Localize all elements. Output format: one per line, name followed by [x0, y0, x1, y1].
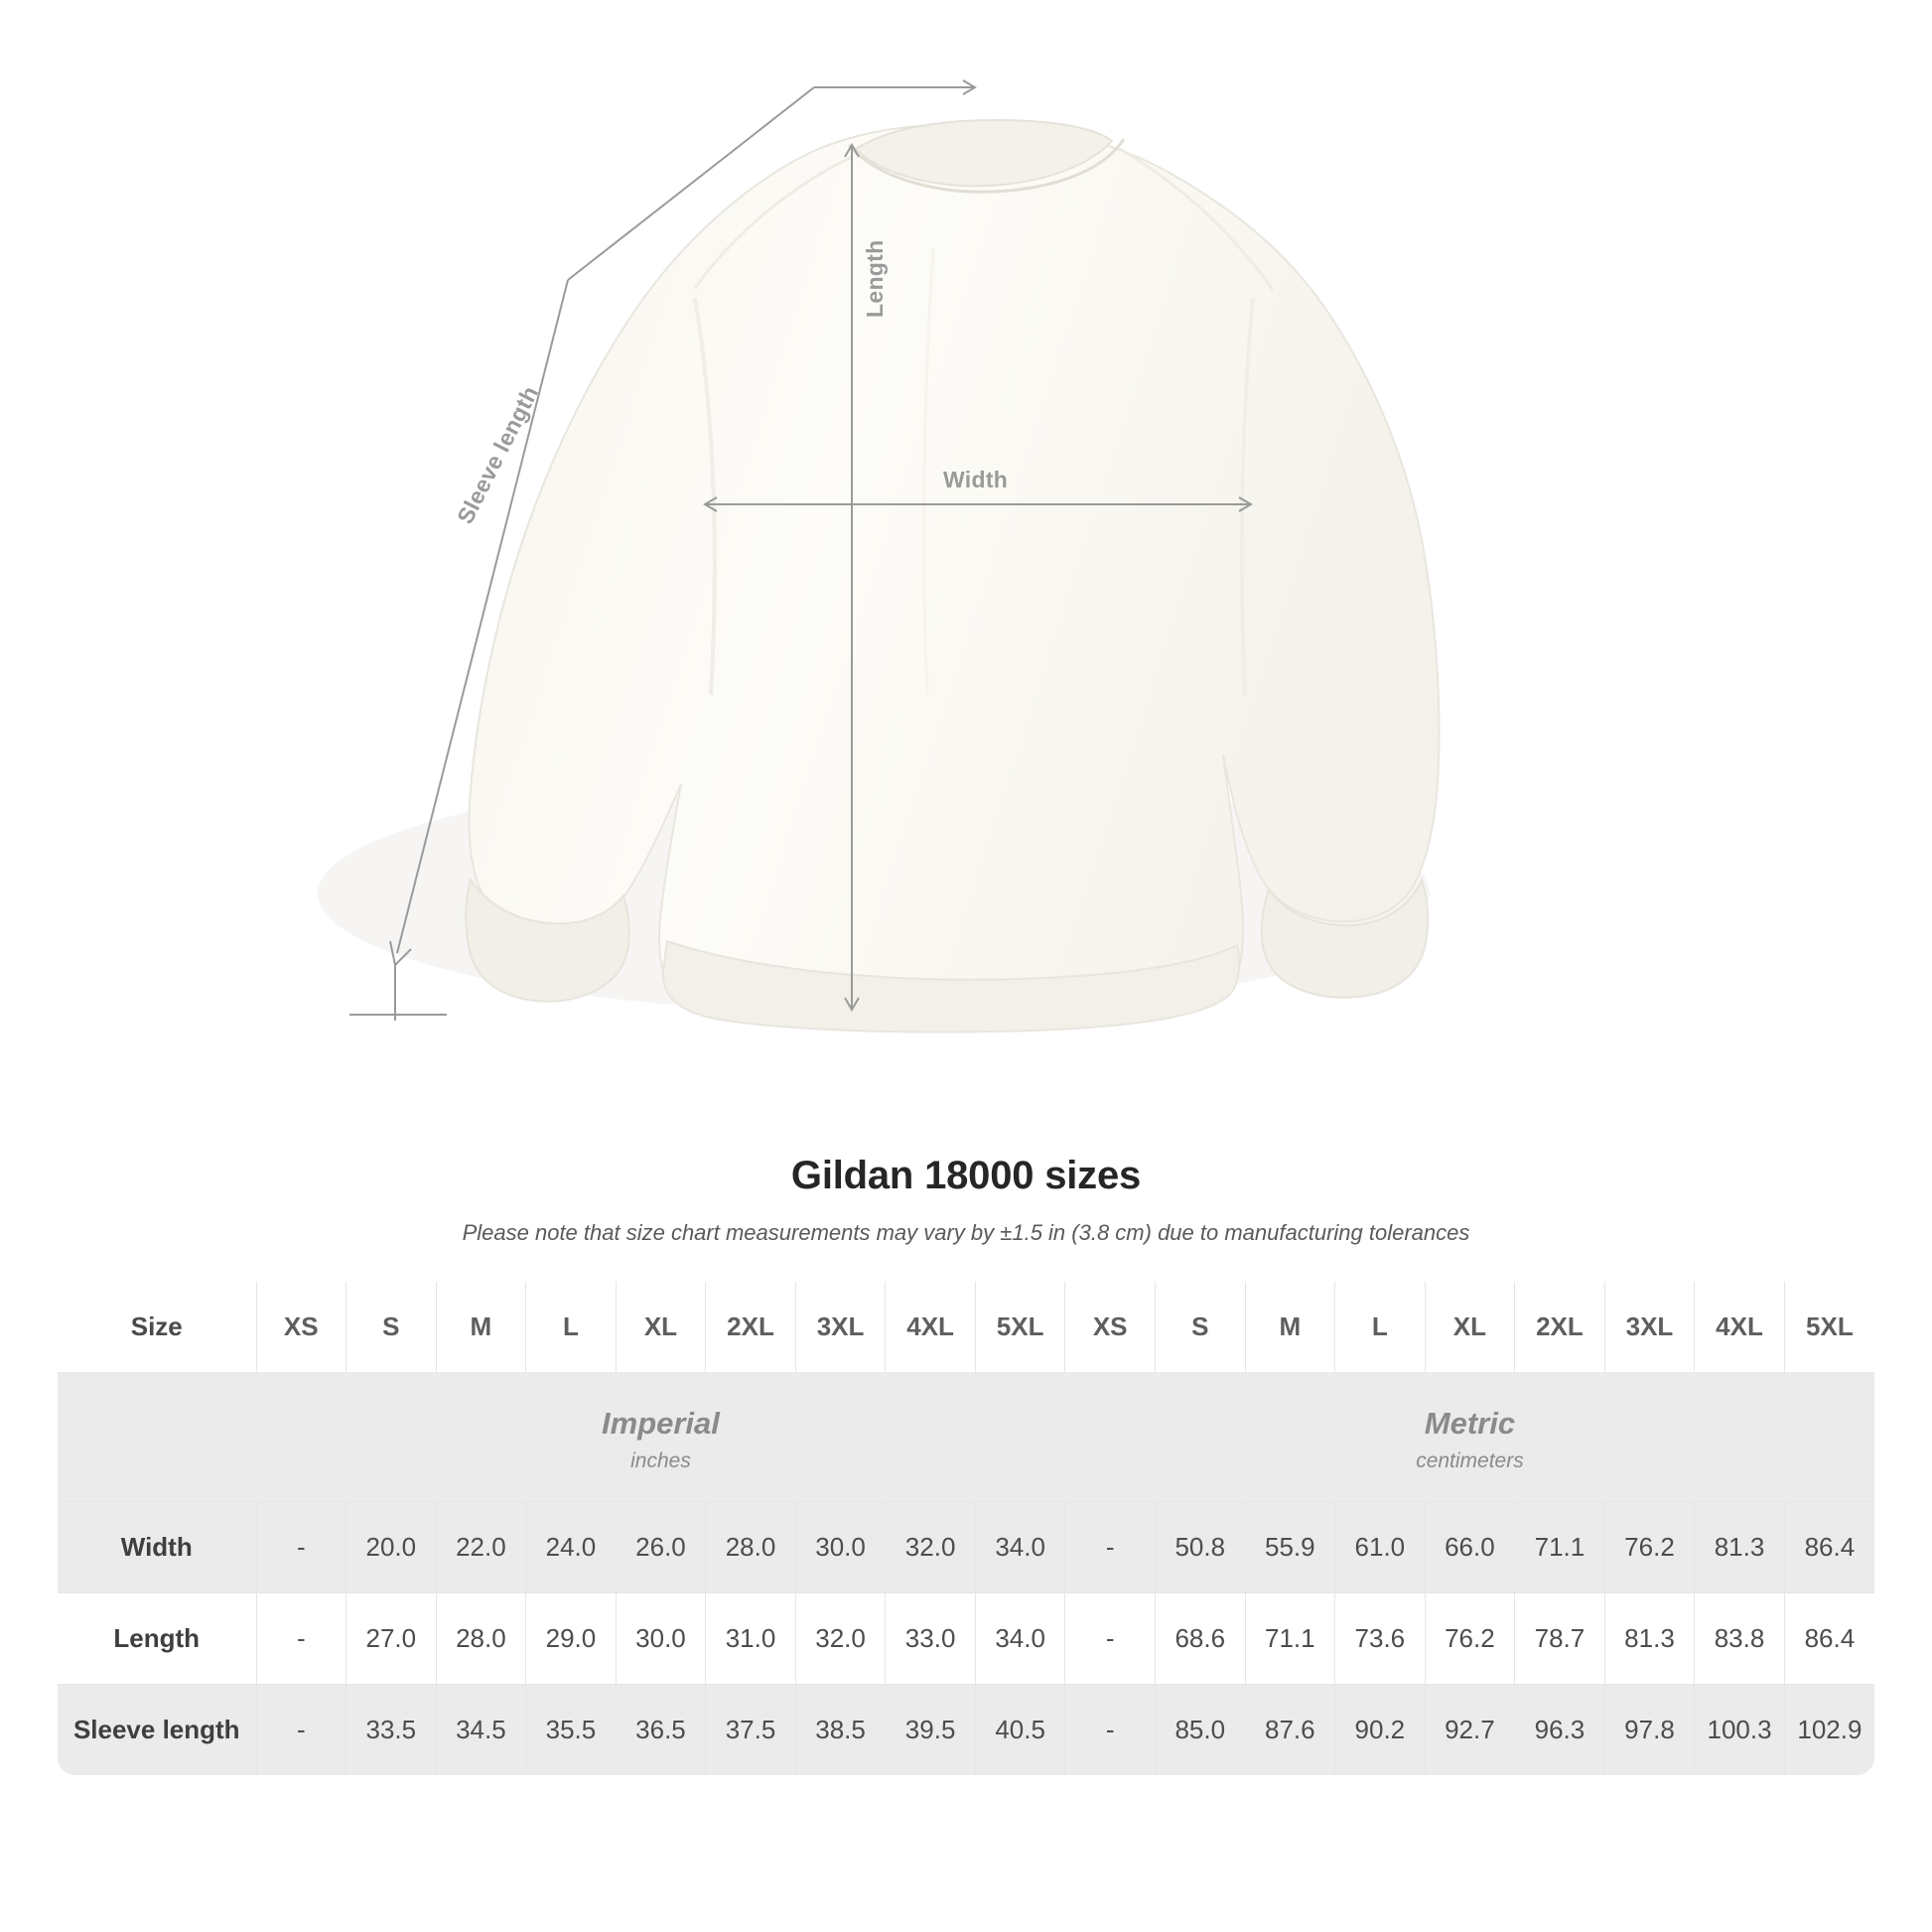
column-header-size-11: M: [1245, 1282, 1335, 1372]
column-header-size-8: 5XL: [975, 1282, 1065, 1372]
size-table-container: [58, 1282, 1874, 1775]
column-header-size-3: L: [526, 1282, 617, 1372]
cell-sleeve-2: 34.5: [436, 1685, 526, 1776]
page-title: Gildan 18000 sizes: [790, 1154, 1142, 1197]
cell-sleeve-17: 102.9: [1784, 1685, 1874, 1776]
column-header-size-5: 2XL: [706, 1282, 796, 1372]
unit-sub-metric: centimeters: [1416, 1449, 1524, 1472]
cell-sleeve-14: 96.3: [1515, 1685, 1605, 1776]
cell-sleeve-10: 85.0: [1155, 1685, 1245, 1776]
cell-width-6: 30.0: [795, 1502, 886, 1593]
cell-width-3: 24.0: [526, 1502, 617, 1593]
cell-width-17: 86.4: [1784, 1502, 1874, 1593]
column-header-size-10: S: [1155, 1282, 1245, 1372]
cell-length-3: 29.0: [526, 1593, 617, 1685]
unit-header-imperial: [256, 1372, 1065, 1502]
cell-length-14: 78.7: [1515, 1593, 1605, 1685]
unit-name-metric: Metric: [1424, 1406, 1516, 1441]
column-header-size-6: 3XL: [795, 1282, 886, 1372]
column-header-size-2: M: [436, 1282, 526, 1372]
cell-sleeve-3: 35.5: [526, 1685, 617, 1776]
cell-length-16: 83.8: [1695, 1593, 1785, 1685]
cell-sleeve-1: 33.5: [346, 1685, 437, 1776]
cell-length-6: 32.0: [795, 1593, 886, 1685]
length-dimension-label: Length: [862, 239, 888, 318]
cell-sleeve-11: 87.6: [1245, 1685, 1335, 1776]
cell-length-15: 81.3: [1604, 1593, 1695, 1685]
cell-width-13: 66.0: [1425, 1502, 1515, 1593]
cell-sleeve-12: 90.2: [1335, 1685, 1426, 1776]
cell-length-8: 34.0: [975, 1593, 1065, 1685]
cell-sleeve-15: 97.8: [1604, 1685, 1695, 1776]
width-dimension-label: Width: [943, 467, 1009, 492]
size-header-row: [58, 1282, 1874, 1372]
cell-sleeve-7: 39.5: [886, 1685, 976, 1776]
cell-width-10: 50.8: [1155, 1502, 1245, 1593]
unit-sub-imperial: inches: [630, 1449, 691, 1472]
cell-length-1: 27.0: [346, 1593, 437, 1685]
column-header-size-9: XS: [1065, 1282, 1156, 1372]
unit-header-spacer: [58, 1372, 256, 1502]
cell-length-9: -: [1065, 1593, 1156, 1685]
cell-width-7: 32.0: [886, 1502, 976, 1593]
cell-length-5: 31.0: [706, 1593, 796, 1685]
cell-sleeve-5: 37.5: [706, 1685, 796, 1776]
cell-width-16: 81.3: [1695, 1502, 1785, 1593]
cell-width-1: 20.0: [346, 1502, 437, 1593]
column-header-size-12: L: [1335, 1282, 1426, 1372]
size-table: [58, 1282, 1874, 1775]
table-row: [58, 1685, 1874, 1776]
column-header-size-1: S: [346, 1282, 437, 1372]
column-header-size-15: 3XL: [1604, 1282, 1695, 1372]
unit-name-imperial: Imperial: [602, 1406, 720, 1441]
cell-sleeve-9: -: [1065, 1685, 1156, 1776]
table-row: [58, 1593, 1874, 1685]
cell-length-10: 68.6: [1155, 1593, 1245, 1685]
cell-width-15: 76.2: [1604, 1502, 1695, 1593]
cell-length-17: 86.4: [1784, 1593, 1874, 1685]
cell-sleeve-16: 100.3: [1695, 1685, 1785, 1776]
unit-header-row: [58, 1372, 1874, 1502]
column-header-size-14: 2XL: [1515, 1282, 1605, 1372]
cell-length-0: -: [256, 1593, 346, 1685]
row-label-length: Length: [58, 1593, 256, 1685]
cell-length-2: 28.0: [436, 1593, 526, 1685]
column-header-size-0: XS: [256, 1282, 346, 1372]
cell-width-9: -: [1065, 1502, 1156, 1593]
table-row: [58, 1502, 1874, 1593]
cell-length-13: 76.2: [1425, 1593, 1515, 1685]
unit-header-metric: [1065, 1372, 1874, 1502]
cell-sleeve-4: 36.5: [616, 1685, 706, 1776]
cell-width-8: 34.0: [975, 1502, 1065, 1593]
cell-length-7: 33.0: [886, 1593, 976, 1685]
row-label-sleeve-length: Sleeve length: [58, 1685, 256, 1776]
column-header-size-17: 5XL: [1784, 1282, 1874, 1372]
cell-sleeve-13: 92.7: [1425, 1685, 1515, 1776]
cell-sleeve-6: 38.5: [795, 1685, 886, 1776]
cell-width-4: 26.0: [616, 1502, 706, 1593]
cell-width-0: -: [256, 1502, 346, 1593]
cell-length-4: 30.0: [616, 1593, 706, 1685]
sleeve-length-dimension-label: Sleeve length: [452, 381, 544, 528]
column-header-size-16: 4XL: [1695, 1282, 1785, 1372]
row-label-width: Width: [58, 1502, 256, 1593]
tolerance-note: Please note that size chart measurements may vary by ±1.5 in (3.8 cm) due to manufacturing tolerances: [462, 1220, 1470, 1245]
cell-sleeve-8: 40.5: [975, 1685, 1065, 1776]
column-header-size-7: 4XL: [886, 1282, 976, 1372]
cell-sleeve-0: -: [256, 1685, 346, 1776]
cell-length-12: 73.6: [1335, 1593, 1426, 1685]
column-header-size-13: XL: [1425, 1282, 1515, 1372]
column-header-size-4: XL: [616, 1282, 706, 1372]
cell-width-12: 61.0: [1335, 1502, 1426, 1593]
title-block: [0, 1154, 1932, 1246]
cell-length-11: 71.1: [1245, 1593, 1335, 1685]
cell-width-14: 71.1: [1515, 1502, 1605, 1593]
cell-width-2: 22.0: [436, 1502, 526, 1593]
cell-width-11: 55.9: [1245, 1502, 1335, 1593]
column-header-size: Size: [58, 1282, 256, 1372]
cell-width-5: 28.0: [706, 1502, 796, 1593]
